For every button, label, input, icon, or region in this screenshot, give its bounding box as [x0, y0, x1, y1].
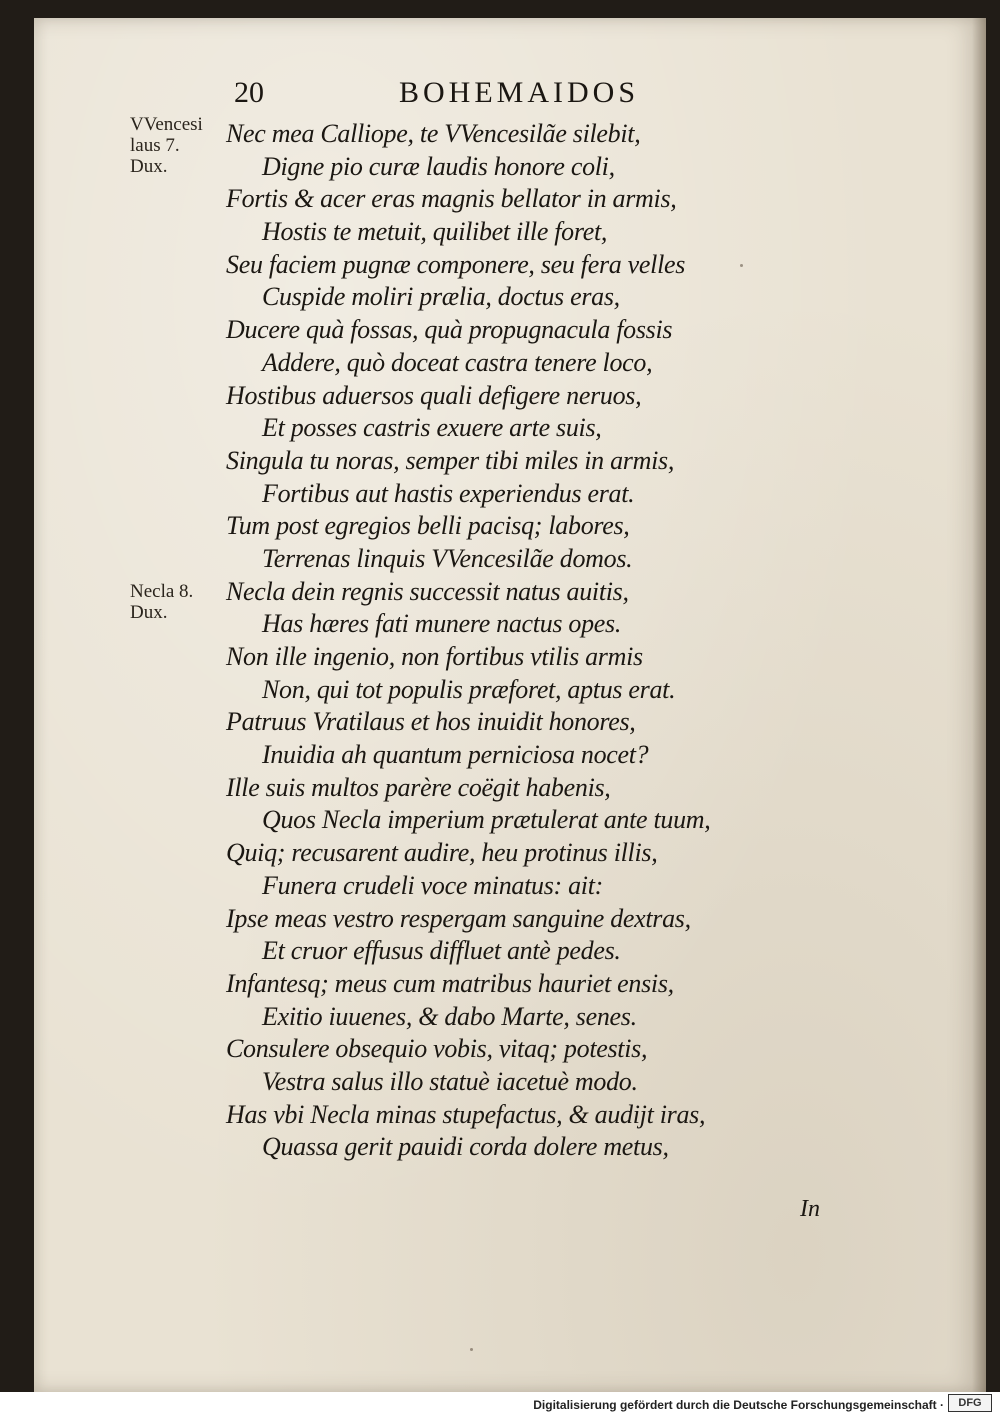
page-edge-shadow [972, 18, 986, 1392]
verse-line: Necla dein regnis successit natus auitis, [226, 576, 629, 606]
page-header [234, 76, 754, 120]
verse-line: Seu faciem pugnæ componere, seu fera velles [226, 249, 686, 279]
verse-line: Quiq; recusarent audire, heu protinus illis, [226, 838, 658, 868]
verse-line: Singula tu noras, semper tibi miles in armis, [226, 445, 675, 475]
verse-line: Addere, quò doceat castra tenere loco, [262, 347, 653, 377]
running-title: BOHEMAIDOS [399, 76, 640, 109]
verse-line: Quassa gerit pauidi corda dolere metus, [262, 1132, 669, 1162]
dfg-logo-icon: DFG [948, 1394, 992, 1412]
verse-line: Terrenas linquis VVencesilãe domos. [262, 543, 633, 573]
verse-line: Has vbi Necla minas stupefactus, & audijt iras, [226, 1099, 706, 1129]
verse-line: Digne pio curæ laudis honore coli, [262, 151, 615, 181]
catchword: In [800, 1196, 820, 1222]
verse-line: Ipse meas vestro respergam sanguine dextras, [226, 903, 691, 933]
verse-line: Cuspide moliri prælia, doctus eras, [262, 282, 620, 312]
page-number: 20 [234, 76, 264, 109]
book-page [34, 18, 986, 1392]
verse-line: Hostis te metuit, quilibet ille foret, [262, 217, 608, 247]
verse-line: Funera crudeli voce minatus: ait: [262, 870, 604, 900]
funding-credit: Digitalisierung gefördert durch die Deutsche Forschungsgemeinschaft · [533, 1398, 944, 1412]
verse-line: Non, qui tot populis præforet, aptus erat. [262, 674, 676, 704]
verse-line: Infantesq; meus cum matribus hauriet ensis, [226, 968, 674, 998]
verse-line: Ducere quà fossas, quà propugnacula fossis [226, 315, 673, 345]
paper-speck [470, 1348, 473, 1351]
verse-line: Consulere obsequio vobis, vitaq; potestis, [226, 1034, 648, 1064]
digitization-footer [0, 1392, 1000, 1416]
verse-line: Exitio iuuenes, & dabo Marte, senes. [262, 1001, 637, 1031]
verse-line: Non ille ingenio, non fortibus vtilis armis [226, 642, 643, 671]
verse-line: Tum post egregios belli pacisq; labores, [226, 511, 630, 541]
verse-line: Vestra salus illo statuè iacetuè modo. [262, 1066, 638, 1096]
verse-line: Et cruor effusus diffluet antè pedes. [262, 936, 621, 966]
verse-line: Nec mea Calliope, te VVencesilãe silebit, [226, 119, 641, 148]
verse-line: Has hæres fati munere nactus opes. [262, 609, 622, 639]
verse-line: Fortibus aut hastis experiendus erat. [262, 478, 635, 508]
verse-line: Inuidia ah quantum perniciosa nocet? [262, 740, 649, 770]
verse-line: Fortis & acer eras magnis bellator in armis, [226, 184, 677, 214]
verse-block [226, 118, 786, 1164]
margin-note-wenceslaus: VVencesi laus 7. Dux. [130, 114, 203, 177]
verse-line: Hostibus aduersos quali defigere neruos, [226, 380, 642, 410]
verse-line: Et posses castris exuere arte suis, [262, 413, 602, 443]
verse-line: Ille suis multos parère coëgit habenis, [226, 772, 611, 802]
margin-note-necla: Necla 8. Dux. [130, 581, 194, 623]
verse-line: Patruus Vratilaus et hos inuidit honores, [226, 707, 636, 737]
verse-line: Quos Necla imperium prætulerat ante tuum, [262, 805, 711, 835]
paper-speck [740, 264, 743, 267]
